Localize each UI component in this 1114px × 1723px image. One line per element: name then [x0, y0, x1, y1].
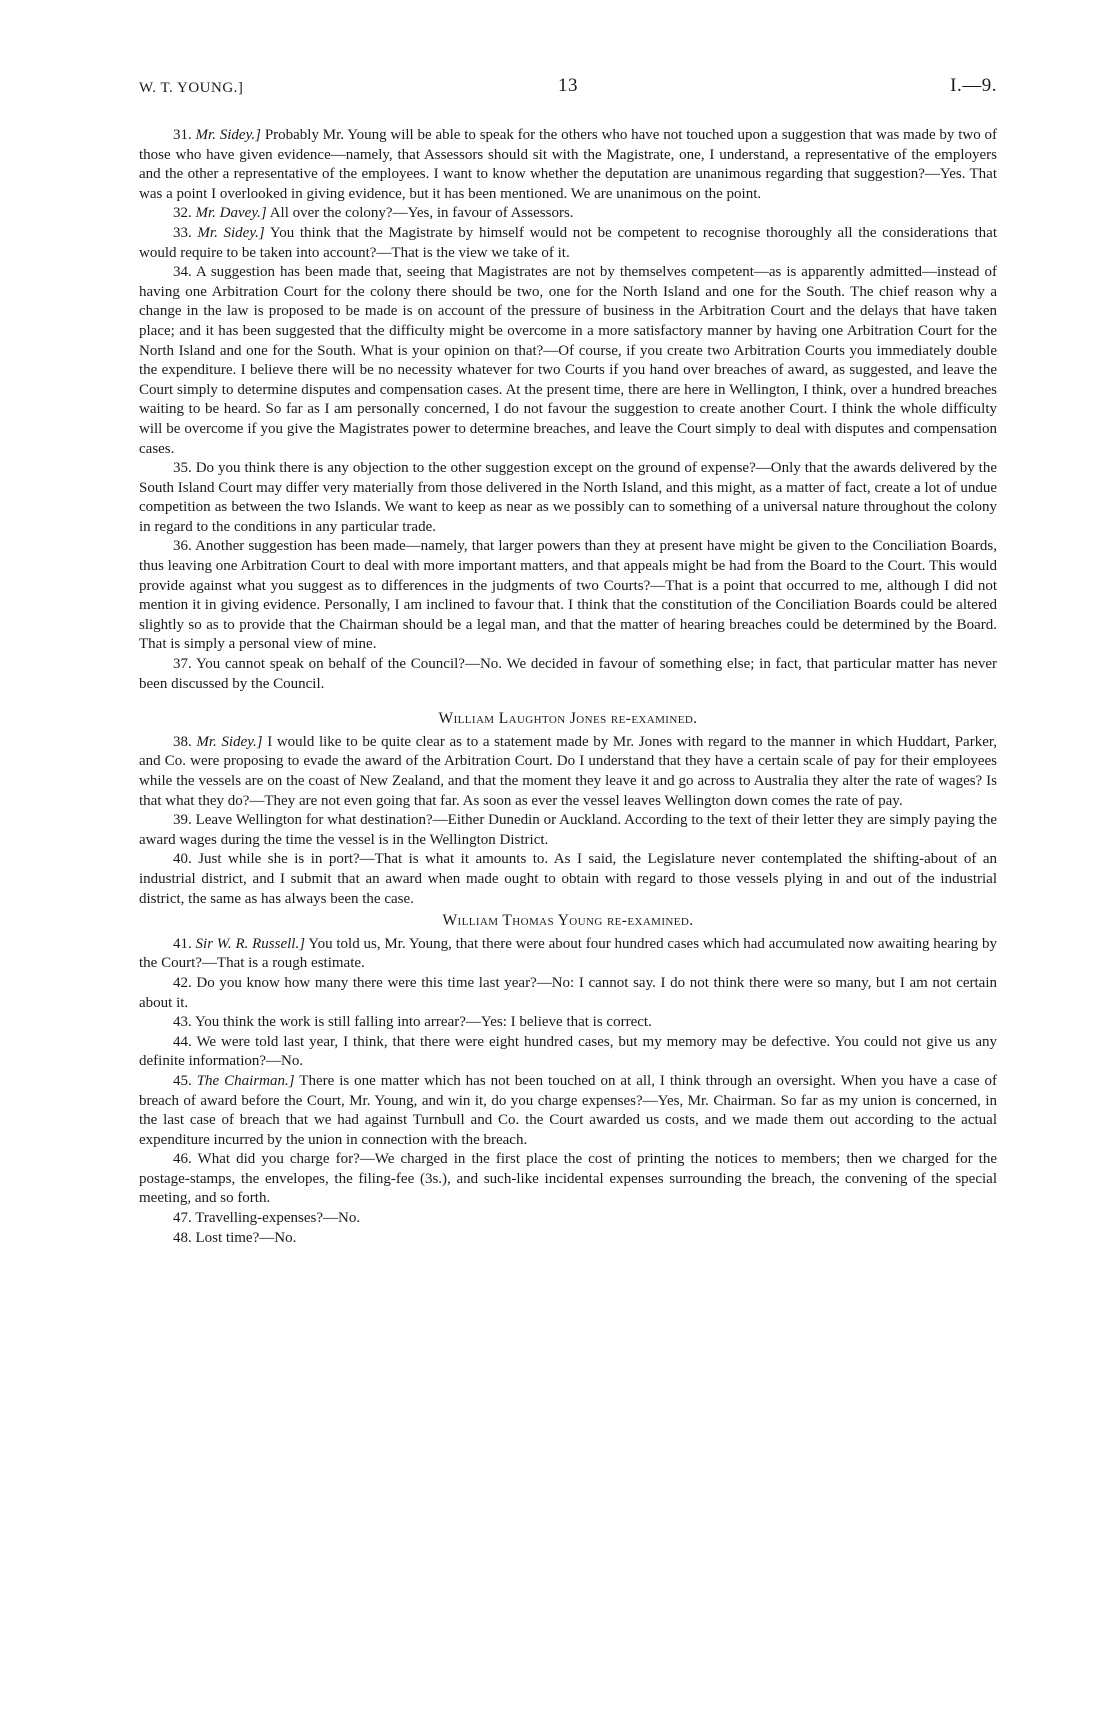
- question-paragraph: [139, 655, 997, 694]
- question-number: 45.: [173, 1072, 192, 1089]
- question-text: Probably Mr. Young will be able to speak for the others who have not touched upon a suggestion that was made by two of those who have given evidence—namely, that Assessors should sit with the Magistrate, one, I understand, a representative of the employers and the other a representative of the employees. I want to know whether the deputation are unanimous regarding that suggestion?—Yes. That was a point I overlooked in giving evidence, but it has been mentioned. We are unanimous on the point.: [139, 127, 997, 202]
- question-paragraph: [139, 204, 997, 224]
- speaker-name: Mr. Sidey.]: [197, 224, 265, 241]
- question-number: 33.: [173, 224, 192, 241]
- question-text: Travelling-expenses?—No.: [195, 1210, 361, 1227]
- question-number: 34.: [173, 264, 192, 281]
- question-text: I would like to be quite clear as to a statement made by Mr. Jones with regard to the manner in which Huddart, Parker, and Co. were proposing to evade the award of the Arbitration Court. Do I understand that they have a certain scale of pay for their employees while the vessels are on the coast of New Zealand, and that the moment they leave it and go across to Australia they alter the rate of wages? Is that what they do?—They are not even going that far. As soon as ever the vessel leaves Wellington down comes the rate of pay.: [139, 733, 997, 809]
- question-paragraph: [139, 1209, 997, 1229]
- question-paragraph: [139, 224, 997, 263]
- question-paragraph: [139, 1229, 997, 1249]
- question-paragraph: [139, 974, 997, 1013]
- question-text: Leave Wellington for what destination?—Either Dunedin or Auckland. According to the text of their letter they are simply paying the award wages during the time the vessel is in the Wellington District.: [139, 812, 997, 848]
- witness-heading-young: William Thomas Young re-examined.: [442, 912, 694, 930]
- question-text: Do you think there is any objection to the other suggestion except on the ground of expense?—Only that the awards delivered by the South Island Court may differ very materially from those delivered in the North Island, and this might, as a matter of fact, create a lot of undue competition as between the two Islands. We want to keep as near as we possibly can to something of a universal nature throughout the colony in regard to the conditions in any particular trade.: [139, 460, 997, 535]
- questions-41-48: [139, 935, 997, 1249]
- question-text: We were told last year, I think, that there were eight hundred cases, but my memory may be defective. You could not give us any definite information?—No.: [139, 1033, 997, 1070]
- question-number: 37.: [173, 656, 192, 673]
- question-paragraph: [139, 733, 997, 811]
- question-number: 41.: [173, 935, 192, 952]
- question-paragraph: [139, 263, 997, 459]
- question-text: You think that the Magistrate by himself would not be competent to recognise thoroughly all the considerations that would require to be taken into account?—That is the view we take of it.: [139, 224, 997, 261]
- page-number: 13: [558, 75, 578, 96]
- question-paragraph: [139, 459, 997, 537]
- evidence-text: [139, 126, 997, 1248]
- question-number: 32.: [173, 205, 192, 222]
- speaker-name: Mr. Davey.]: [195, 205, 267, 222]
- witness-heading-jones: William Laughton Jones re-examined.: [438, 710, 698, 728]
- question-paragraph: [139, 1013, 997, 1033]
- question-text: Another suggestion has been made—namely, that larger powers than they at present have might be given to the Conciliation Boards, thus leaving one Arbitration Court to deal with more important matters, and that appeals might be had from the Board to the Court. This would provide against what you suggest as to differences in the judgments of two Courts?—That is a point that occurred to me, although I did not mention it in giving evidence. Personally, I am inclined to favour that. I think that the constitution of the Conciliation Boards could be altered slightly so as to provide that the Chairman should be a legal man, and that the matter of hearing breaches could be determined by the Board. That is simply a personal view of mine.: [139, 538, 997, 653]
- question-number: 47.: [173, 1210, 192, 1227]
- question-paragraph: [139, 935, 997, 974]
- question-text: All over the colony?—Yes, in favour of Assessors.: [269, 205, 574, 222]
- question-number: 38.: [173, 733, 192, 750]
- question-number: 46.: [173, 1151, 192, 1168]
- question-number: 48.: [173, 1229, 192, 1246]
- question-text: You told us, Mr. Young, that there were about four hundred cases which had accumulated now awaiting hearing by the Court?—That is a rough estimate.: [139, 935, 998, 972]
- question-number: 40.: [173, 851, 192, 868]
- speaker-name: Sir W. R. Russell.]: [195, 935, 306, 952]
- question-paragraph: [139, 1072, 997, 1150]
- question-number: 31.: [173, 127, 192, 143]
- question-text: A suggestion has been made that, seeing that Magistrates are not by themselves competent—as is apparently admitted—instead of having one Arbitration Court for the colony there should be two, one for the North Island and one for the South. The chief reason why a change in the law is proposed to be made is on account of the pressure of business in the Arbitration Court and the delays that have taken place; and it has been suggested that the difficulty might be overcome in a more satisfactory manner by having one Arbitration Court for the North Island and one for the South. What is your opinion on that?—Of course, if you create two Arbitration Courts you immediately double the expenditure. I believe there will be no necessity whatever for two Courts if you hand over breaches of award, as suggested, and leave the Court simply to determine disputes and compensation cases. At the present time, there are here in Wellington, I think, over a hundred breaches waiting to be heard. So far as I am personally concerned, I do not favour the suggestion to create another Court. I think the whole difficulty will be overcome if you give the Magistrates power to determine breaches, and leave the Court simply to deal with disputes and compensation cases.: [139, 264, 997, 457]
- question-text: You cannot speak on behalf of the Council?—No. We decided in favour of something else; in fact, that particular matter has never been discussed by the Council.: [139, 656, 997, 692]
- question-text: You think the work is still falling into arrear?—Yes: I believe that is correct.: [194, 1014, 652, 1031]
- question-number: 42.: [173, 974, 192, 991]
- page-header: [139, 70, 997, 106]
- question-text: What did you charge for?—We charged in the first place the cost of printing the notices to members; then we charged for the postage-stamps, the envelopes, the filing-fee (3s.), and such-like incidental expenses surrounding the breach, the convening of the special meeting, and so forth.: [139, 1151, 997, 1207]
- paper-reference: I.—9.: [950, 75, 997, 96]
- question-paragraph: [139, 850, 997, 909]
- speaker-name: The Chairman.]: [196, 1072, 295, 1089]
- question-text: Just while she is in port?—That is what it amounts to. As I said, the Legislature never contemplated the shifting-about of an industrial district, and I submit that an award when made ought to obtain with regard to those vessels plying in and out of the industrial district, the same as has always been the case.: [139, 851, 998, 907]
- question-paragraph: [139, 811, 997, 850]
- question-number: 39.: [173, 812, 192, 829]
- question-text: There is one matter which has not been touched on at all, I think through an oversight. When you have a case of breach of award before the Court, Mr. Young, and win it, do you charge expenses?—Yes, Mr. Chairman. So far as my union is concerned, in the last case of breach that we had against Turnbull and Co. the Court awarded us costs, and we made them out according to the actual expenditure incurred by the union in connection with the breach.: [139, 1072, 998, 1148]
- question-number: 36.: [173, 538, 192, 555]
- question-number: 35.: [173, 460, 192, 477]
- question-paragraph: [139, 537, 997, 655]
- document-page: [139, 70, 997, 1670]
- speaker-name: Mr. Sidey.]: [196, 733, 263, 750]
- question-number: 44.: [173, 1033, 192, 1050]
- questions-38-40: [139, 733, 997, 909]
- question-text: Do you know how many there were this time last year?—No: I cannot say. I do not think there were so many, but I am not certain about it.: [139, 974, 998, 1011]
- question-text: Lost time?—No.: [195, 1229, 297, 1246]
- header-witness-name: W. T. YOUNG.]: [139, 80, 244, 96]
- question-paragraph: [139, 1033, 997, 1072]
- question-paragraph: [139, 126, 997, 204]
- question-paragraph: [139, 1150, 997, 1209]
- speaker-name: Mr. Sidey.]: [195, 127, 262, 143]
- question-number: 43.: [173, 1014, 192, 1031]
- questions-31-37: [139, 126, 997, 694]
